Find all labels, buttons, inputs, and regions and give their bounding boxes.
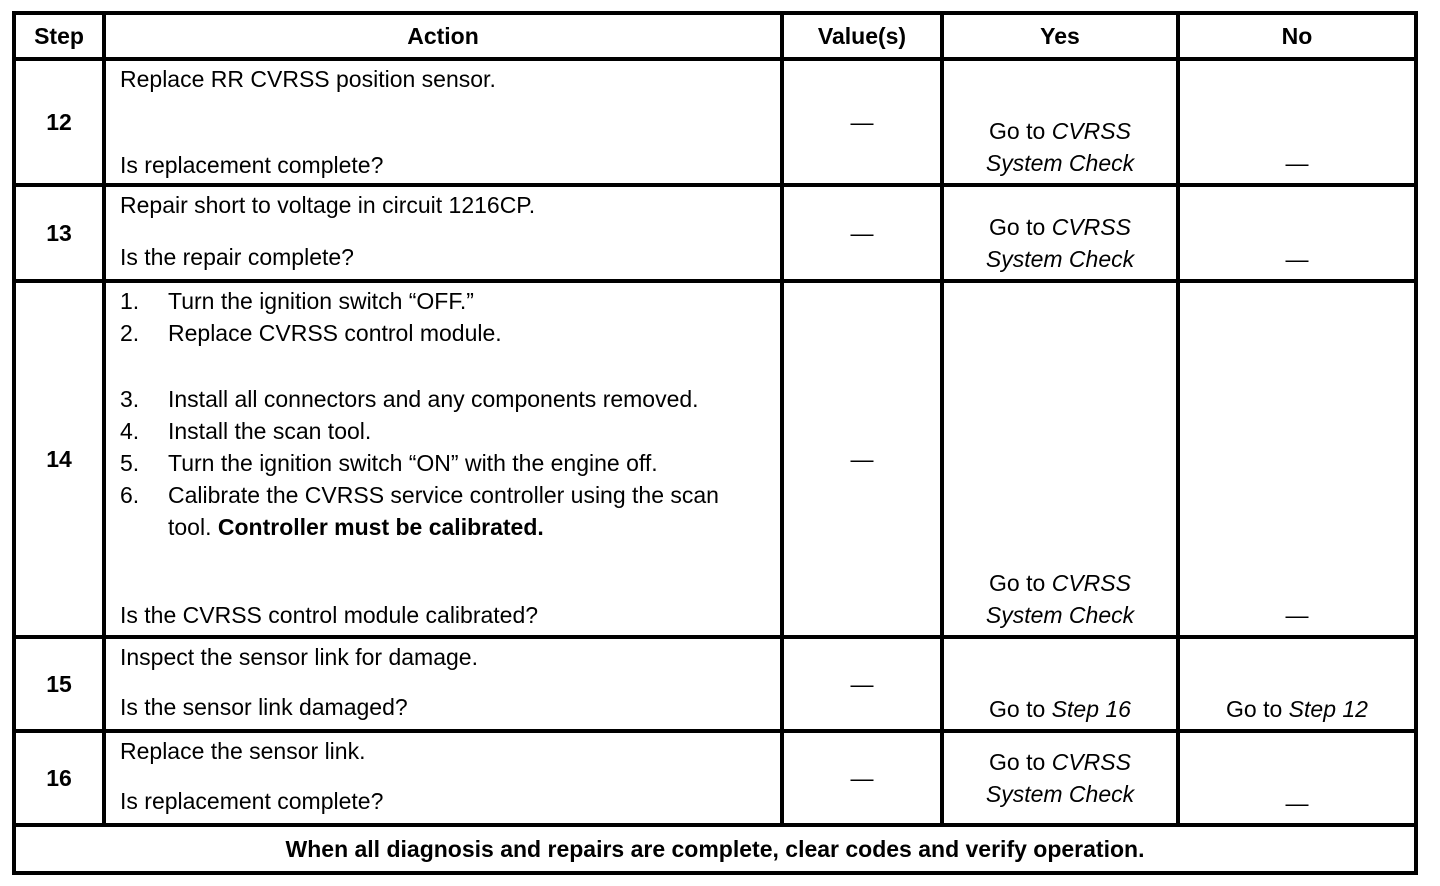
action-cell — [104, 185, 782, 281]
value-cell: — — [782, 281, 942, 637]
yes-prefix: Go to — [989, 696, 1046, 722]
list-item: 1. Turn the ignition switch “OFF.” — [120, 288, 474, 314]
action-text: Replace the sensor link. — [120, 738, 366, 764]
yes-cell — [942, 637, 1178, 731]
header-row — [14, 13, 1416, 59]
no-link: Step 12 — [1288, 696, 1368, 722]
no-cell — [1178, 731, 1416, 825]
table-row-step-16 — [14, 731, 1416, 825]
action-text: Inspect the sensor link for damage. — [120, 644, 478, 670]
yes-link: CVRSS — [1051, 214, 1131, 240]
yes-link: CVRSS — [1051, 118, 1131, 144]
yes-cell — [942, 185, 1178, 281]
yes-link: CVRSS — [1051, 570, 1131, 596]
question-text: Is replacement complete? — [120, 788, 384, 814]
value-cell: — — [782, 731, 942, 825]
no-value: — — [1285, 150, 1309, 176]
table-row-step-15 — [14, 637, 1416, 731]
no-prefix: Go to — [1226, 696, 1283, 722]
action-cell — [104, 281, 782, 637]
list-item: 3. Install all connectors and any components removed. — [120, 386, 699, 412]
list-item: 4. Install the scan tool. — [120, 418, 372, 444]
bold-note: Controller must be calibrated. — [217, 514, 544, 540]
question-text: Is the repair complete? — [120, 244, 354, 270]
action-cell — [104, 59, 782, 185]
question-text: Is replacement complete? — [120, 152, 384, 178]
action-cell — [104, 637, 782, 731]
question-text: Is the sensor link damaged? — [120, 694, 408, 720]
footer-note: When all diagnosis and repairs are complete, clear codes and verify operation. — [14, 825, 1416, 873]
yes-prefix: Go to — [989, 214, 1046, 240]
header-values: Value(s) — [782, 13, 942, 59]
table-row-step-13 — [14, 185, 1416, 281]
yes-link-2: System Check — [985, 781, 1135, 807]
header-yes: Yes — [942, 13, 1178, 59]
yes-link-2: System Check — [985, 602, 1135, 628]
value-cell: — — [782, 637, 942, 731]
header-action: Action — [104, 13, 782, 59]
footer-row — [14, 825, 1416, 873]
no-cell — [1178, 185, 1416, 281]
value-cell: — — [782, 59, 942, 185]
yes-link-2: System Check — [985, 150, 1135, 176]
no-value: — — [1285, 790, 1309, 816]
yes-cell — [942, 731, 1178, 825]
yes-cell — [942, 59, 1178, 185]
yes-link-2: System Check — [985, 246, 1135, 272]
table-row-step-12 — [14, 59, 1416, 185]
action-steps-list — [120, 285, 768, 543]
yes-prefix: Go to — [989, 749, 1046, 775]
value-cell: — — [782, 185, 942, 281]
list-spacer — [120, 349, 768, 383]
list-item: 2. Replace CVRSS control module. — [120, 320, 502, 346]
table-row-step-14 — [14, 281, 1416, 637]
action-text: Replace RR CVRSS position sensor. — [120, 66, 496, 92]
action-cell — [104, 731, 782, 825]
no-value: — — [1285, 246, 1309, 272]
no-value: — — [1285, 602, 1309, 628]
action-text: Repair short to voltage in circuit 1216CP. — [120, 192, 536, 218]
step-number: 13 — [14, 185, 104, 281]
no-cell — [1178, 637, 1416, 731]
step-number: 14 — [14, 281, 104, 637]
yes-prefix: Go to — [989, 570, 1046, 596]
yes-prefix: Go to — [989, 118, 1046, 144]
header-step: Step — [14, 13, 104, 59]
step-number: 15 — [14, 637, 104, 731]
question-text: Is the CVRSS control module calibrated? — [120, 602, 539, 628]
yes-link: Step 16 — [1051, 696, 1131, 722]
no-cell — [1178, 281, 1416, 637]
no-cell — [1178, 59, 1416, 185]
step-number: 12 — [14, 59, 104, 185]
list-item: 6. Calibrate the CVRSS service controller using the scan tool. Controller must be calibrated. — [120, 482, 719, 540]
yes-cell — [942, 281, 1178, 637]
diagnostic-table — [12, 11, 1418, 875]
step-number: 16 — [14, 731, 104, 825]
header-no: No — [1178, 13, 1416, 59]
list-item: 5. Turn the ignition switch “ON” with the engine off. — [120, 450, 658, 476]
yes-link: CVRSS — [1051, 749, 1131, 775]
